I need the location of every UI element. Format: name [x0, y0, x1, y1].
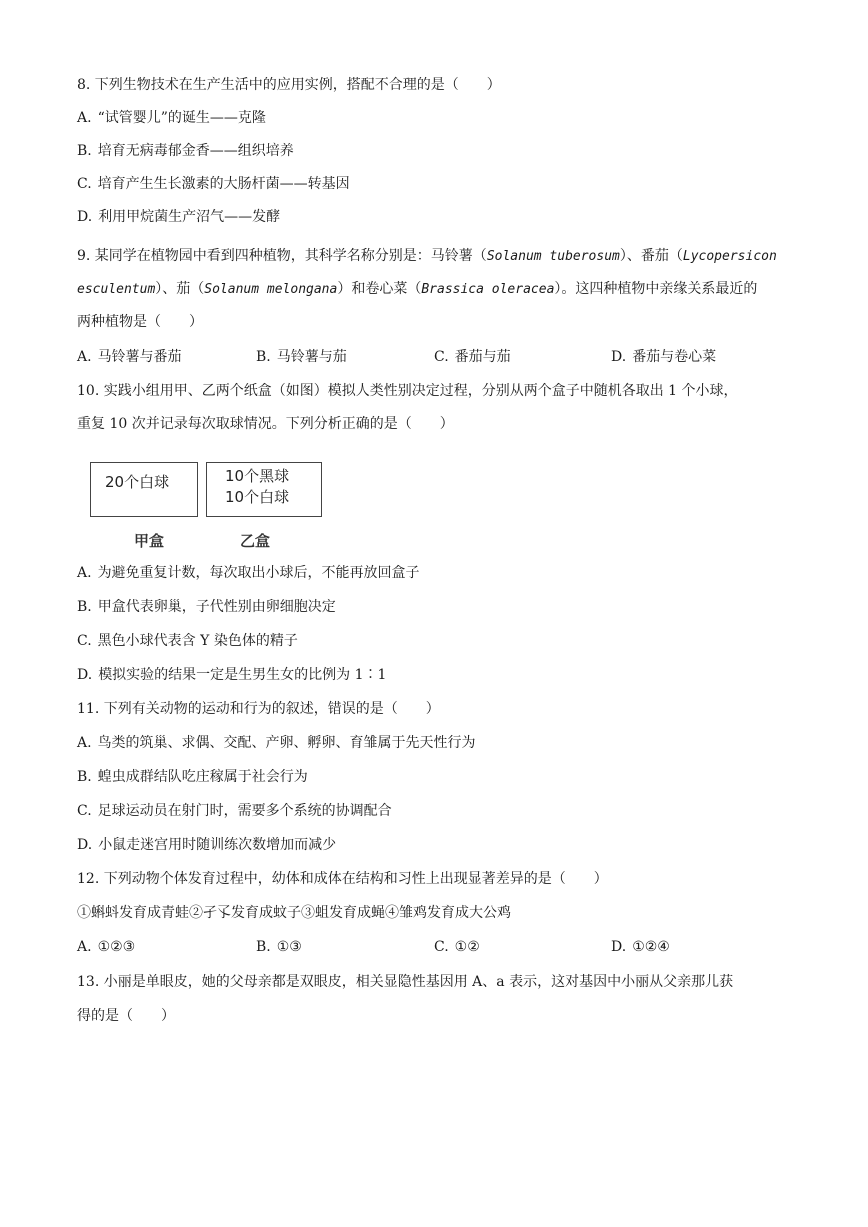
- q9-latin-potato: Solanum tuberosum: [486, 249, 620, 264]
- q10-stem-line2: 重复 10 次并记录每次取球情况。下列分析正确的是（ ）: [77, 416, 454, 432]
- q9-stem-line2: esculentum）、茄（Solanum melongana）和卷心菜（Brassica oleracea）。这四种植物中亲缘关系最近的: [77, 281, 758, 297]
- q10-option-c: C. 黑色小球代表含 Y 染色体的精子: [77, 633, 298, 649]
- box-jia-label: 20个白球: [105, 473, 170, 491]
- q11-option-b: B. 蝗虫成群结队吃庄稼属于社会行为: [77, 769, 308, 785]
- q12-option-a: A. ①②③: [77, 939, 136, 955]
- q9-option-d: D. 番茄与卷心菜: [611, 349, 717, 365]
- q11-stem: 11. 下列有关动物的运动和行为的叙述，错误的是（ ）: [77, 701, 440, 717]
- q9-option-c: C. 番茄与茄: [434, 349, 511, 365]
- q10-stem-line1: 10. 实践小组用甲、乙两个纸盒（如图）模拟人类性别决定过程，分别从两个盒子中随机各取出 1 个小球，: [77, 383, 738, 399]
- q9-option-b: B. 马铃薯与茄: [256, 349, 347, 365]
- q12-stem: 12. 下列动物个体发育过程中，幼体和成体在结构和习性上出现显著差异的是（ ）: [77, 871, 608, 887]
- q11-option-d: D. 小鼠走迷宫用时随训练次数增加而减少: [77, 837, 337, 853]
- q12-option-c: C. ①②: [434, 939, 480, 955]
- q13-stem-line1: 13. 小丽是单眼皮，她的父母亲都是双眼皮，相关显隐性基因用 A、a 表示，这对基因中小丽从父亲那儿获: [77, 974, 734, 990]
- q11-option-c: C. 足球运动员在射门时，需要多个系统的协调配合: [77, 803, 392, 819]
- q8-option-b: B. 培育无病毒郁金香——组织培养: [77, 143, 294, 159]
- q9-latin-cabbage: Brassica oleracea: [421, 282, 555, 297]
- q8-option-d: D. 利用甲烷菌生产沼气——发酵: [77, 209, 281, 225]
- caption-yi: 乙盒: [240, 532, 271, 550]
- q9-latin-tomato: Lycopersicon: [682, 249, 777, 264]
- q10-option-b: B. 甲盒代表卵巢，子代性别由卵细胞决定: [77, 599, 336, 615]
- q9-latin-eggplant: Solanum melongana: [204, 282, 338, 297]
- q9-stem-line3: 两种植物是（ ）: [77, 314, 203, 330]
- caption-jia: 甲盒: [134, 532, 165, 550]
- q10-option-d: D. 模拟实验的结果一定是生男生女的比例为 1∶1: [77, 667, 387, 683]
- box-yi-label-black: 10个黑球: [225, 467, 290, 485]
- q11-option-a: A. 鸟类的筑巢、求偶、交配、产卵、孵卵、育雏属于先天性行为: [77, 735, 476, 751]
- box-yi: [206, 462, 322, 517]
- q9-stem-line1: 9. 某同学在植物园中看到四种植物，其科学名称分别是：马铃薯（Solanum tuberosum）、番茄（Lycopersicon: [77, 248, 777, 264]
- q12-items: ①蝌蚪发育成青蛙②孑孓发育成蚊子③蛆发育成蝇④雏鸡发育成大公鸡: [77, 905, 511, 921]
- q13-stem-line2: 得的是（ ）: [77, 1008, 175, 1024]
- q8-stem: 8. 下列生物技术在生产生活中的应用实例，搭配不合理的是（ ）: [77, 77, 501, 93]
- q12-option-b: B. ①③: [256, 939, 302, 955]
- box-yi-label-white: 10个白球: [225, 488, 290, 506]
- q10-option-a: A. 为避免重复计数，每次取出小球后，不能再放回盒子: [77, 565, 420, 581]
- q8-option-a: A. “试管婴儿”的诞生——克隆: [77, 110, 266, 126]
- q9-option-a: A. 马铃薯与番茄: [77, 349, 182, 365]
- box-jia: [90, 462, 198, 517]
- q8-option-c: C. 培育产生生长激素的大肠杆菌——转基因: [77, 176, 350, 192]
- q12-option-d: D. ①②④: [611, 939, 670, 955]
